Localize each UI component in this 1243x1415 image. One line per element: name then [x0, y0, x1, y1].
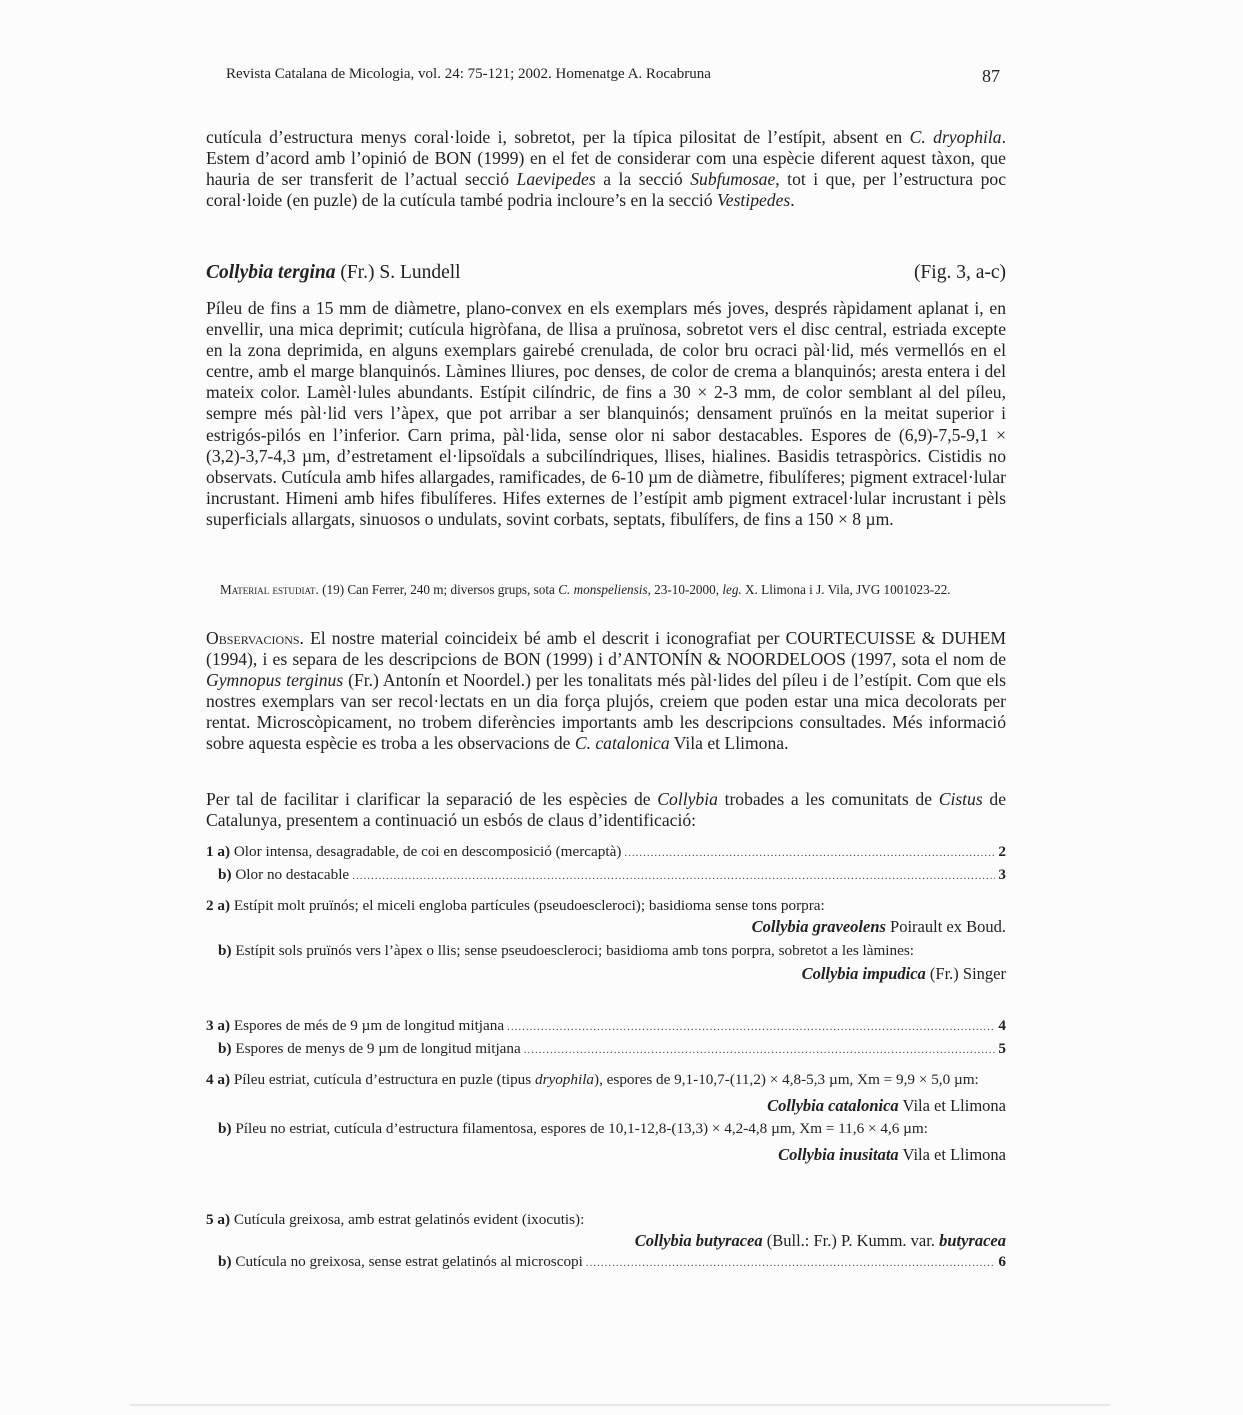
key-couplet-3	[206, 1015, 1006, 1061]
key-intro-paragraph: Per tal de facilitar i clarificar la separació de les espècies de Collybia trobades a les comunitats de Cistus de Catalunya, presentem a continuació un esbós de claus d’identificació:	[206, 789, 1006, 831]
key-lead-3a: 3 a) Espores de més de 9 µm de longitud mitjana ..... 4	[206, 1015, 1006, 1038]
key-lead-2b: b) Estípit sols pruïnós vers l’àpex o llis; sense pseudoescleroci; basidioma amb tons porpra, sobretot a les làmines:	[218, 942, 914, 959]
species-author: (Fr.) S. Lundell	[335, 262, 461, 283]
key-taxon: Collybia graveolens Poirault ex Boud.	[751, 917, 1006, 936]
key-couplet-2	[206, 895, 1006, 984]
key-lead-3b: b) Espores de menys de 9 µm de longitud mitjana ..... 5	[206, 1038, 1006, 1061]
key-lead-4a: 4 a) Píleu estriat, cutícula d’estructura en puzle (tipus dryophila), espores de 9,1-10,7-(11,2) × 4,8-5,3 µm, Xm = 9,9 × 5,0 µm:	[206, 1071, 979, 1088]
material-studied: Material estudiat. (19) Can Ferrer, 240 m; diversos grups, sota C. monspeliensis, 23-10-2000, leg. X. Llimona i J. Vila, JVG 1001023-22.	[220, 582, 951, 597]
key-taxon: Collybia inusitata Vila et Llimona	[778, 1145, 1006, 1164]
key-taxon: Collybia impudica (Fr.) Singer	[801, 964, 1006, 983]
taxon-italic: Laevipedes	[516, 169, 596, 190]
observations-paragraph: Observacions. El nostre material coincideix bé amb el descrit i iconografiat per COURTECUISSE & DUHEM (1994), i es separa de les descripcions de BON (1999) i d’ANTONÍN & NOORDELOOS (1997, sota el nom de Gymnopus terginus (Fr.) Antonín et Noordel.) per les tonalitats més pàl·lides del píleu i de l’estípit. Com que els nostres exemplars van ser recol·lectats en un dia força plujós, creiem que poden estar una mica decolorats per rentat. Microscòpicament, no trobem diferències importants amb les descripcions consultades. Més informació sobre aquesta espècie es troba a les observacions de C. catalonica Vila et Llimona.	[206, 628, 1006, 754]
running-header	[226, 66, 1000, 87]
figure-reference: (Fig. 3, a-c)	[913, 262, 1006, 283]
species-heading	[206, 262, 1006, 284]
species-name: Collybia tergina	[206, 262, 336, 283]
journal-citation: Revista Catalana de Micologia, vol. 24: 75-121; 2002. Homenatge A. Rocabruna	[226, 66, 711, 82]
key-taxon: Collybia catalonica Vila et Llimona	[767, 1096, 1006, 1115]
key-couplet-1	[206, 841, 1006, 887]
key-taxon: Collybia butyracea (Bull.: Fr.) P. Kumm. var. butyracea	[634, 1231, 1006, 1250]
paragraph-continued: cutícula d’estructura menys coral·loide i, sobretot, per la típica pilositat de l’estípit, absent en C. dryophila. Estem d’acord amb l’opinió de BON (1999) en el fet de considerar com una espècie diferent aquest tàxon, que hauria de ser transferit de l’actual secció Laevipedes a la secció Subfumosae, tot i que, per l’estructura poc coral·loide (en puzle) de la cutícula també podria incloure’s en la secció Vestipedes.	[206, 127, 1007, 211]
key-couplet-4	[206, 1069, 1006, 1165]
scan-edge-line	[130, 1404, 1110, 1406]
observations-label: Observacions.	[206, 628, 304, 648]
material-label: Material estudiat.	[220, 582, 319, 597]
page-number: 87	[982, 66, 1000, 86]
key-lead-4b: b) Píleu no estriat, cutícula d’estructura filamentosa, espores de 10,1-12,8-(13,3) × 4,2-4,8 µm, Xm = 11,6 × 4,6 µm:	[218, 1120, 928, 1137]
key-lead-5a: 5 a) Cutícula greixosa, amb estrat gelatinós evident (ixocutis):	[206, 1211, 585, 1228]
taxon-italic: Subfumosae	[690, 169, 776, 190]
taxon-italic: C. dryophila	[909, 127, 1002, 147]
key-lead-2a: 2 a) Estípit molt pruïnós; el miceli engloba partícules (pseudoescleroci); basidioma sense tons porpra:	[206, 897, 825, 914]
taxon-italic: Vestipedes	[716, 190, 791, 211]
key-lead-5b: b) Cutícula no greixosa, sense estrat gelatinós al microscopi ..... 6	[206, 1251, 1006, 1274]
species-description: Píleu de fins a 15 mm de diàmetre, plano-convex en els exemplars més joves, després ràpidament aplanat i, en envellir, una mica deprimit; cutícula higròfana, de llisa a pruïnosa, sobretot vers el disc central, estriada excepte en la zona deprimida, en alguns exemplars gairebé crenulada, de color bru ocraci pàl·lid, més vermellós en el centre, amb el marge blanquinós. Làmines lliures, poc denses, de color de crema a blanquinós; aresta entera i del mateix color. Lamèl·lules abundants. Estípit cilíndric, de fins a 30 × 2-3 mm, de color semblant al del píleu, sempre més pàl·lid vers l’àpex, que pot arribar a ser blanquinós; densament pruïnós en la meitat superior i estrigós-pilós en l’inferior. Carn prima, pàl·lida, sense olor ni sabor destacables. Espores de (6,9)-7,5-9,1 × (3,2)-3,7-4,3 µm, d’estretament el·lipsoïdals a subcilíndriques, llises, hialines. Basidis tetraspòrics. Cistidis no observats. Cutícula amb hifes allargades, ramificades, de 6-10 µm de diàmetre, fibulíferes; pigment extracel·lular incrustant. Himeni amb hifes fibulíferes. Hifes externes de l’estípit amb pigment extracel·lular incrustant i pèls superficials allargats, sinuosos o undulats, sovint corbats, septats, fibulífers, de fins a 150 × 8 µm.	[206, 298, 1006, 529]
key-lead-1b: b) Olor no destacable ..... 3	[206, 864, 1006, 887]
key-couplet-5	[206, 1209, 1006, 1274]
key-lead-1a: 1 a) Olor intensa, desagradable, de coi en descomposició (mercaptà) ..... 2	[206, 841, 1006, 864]
